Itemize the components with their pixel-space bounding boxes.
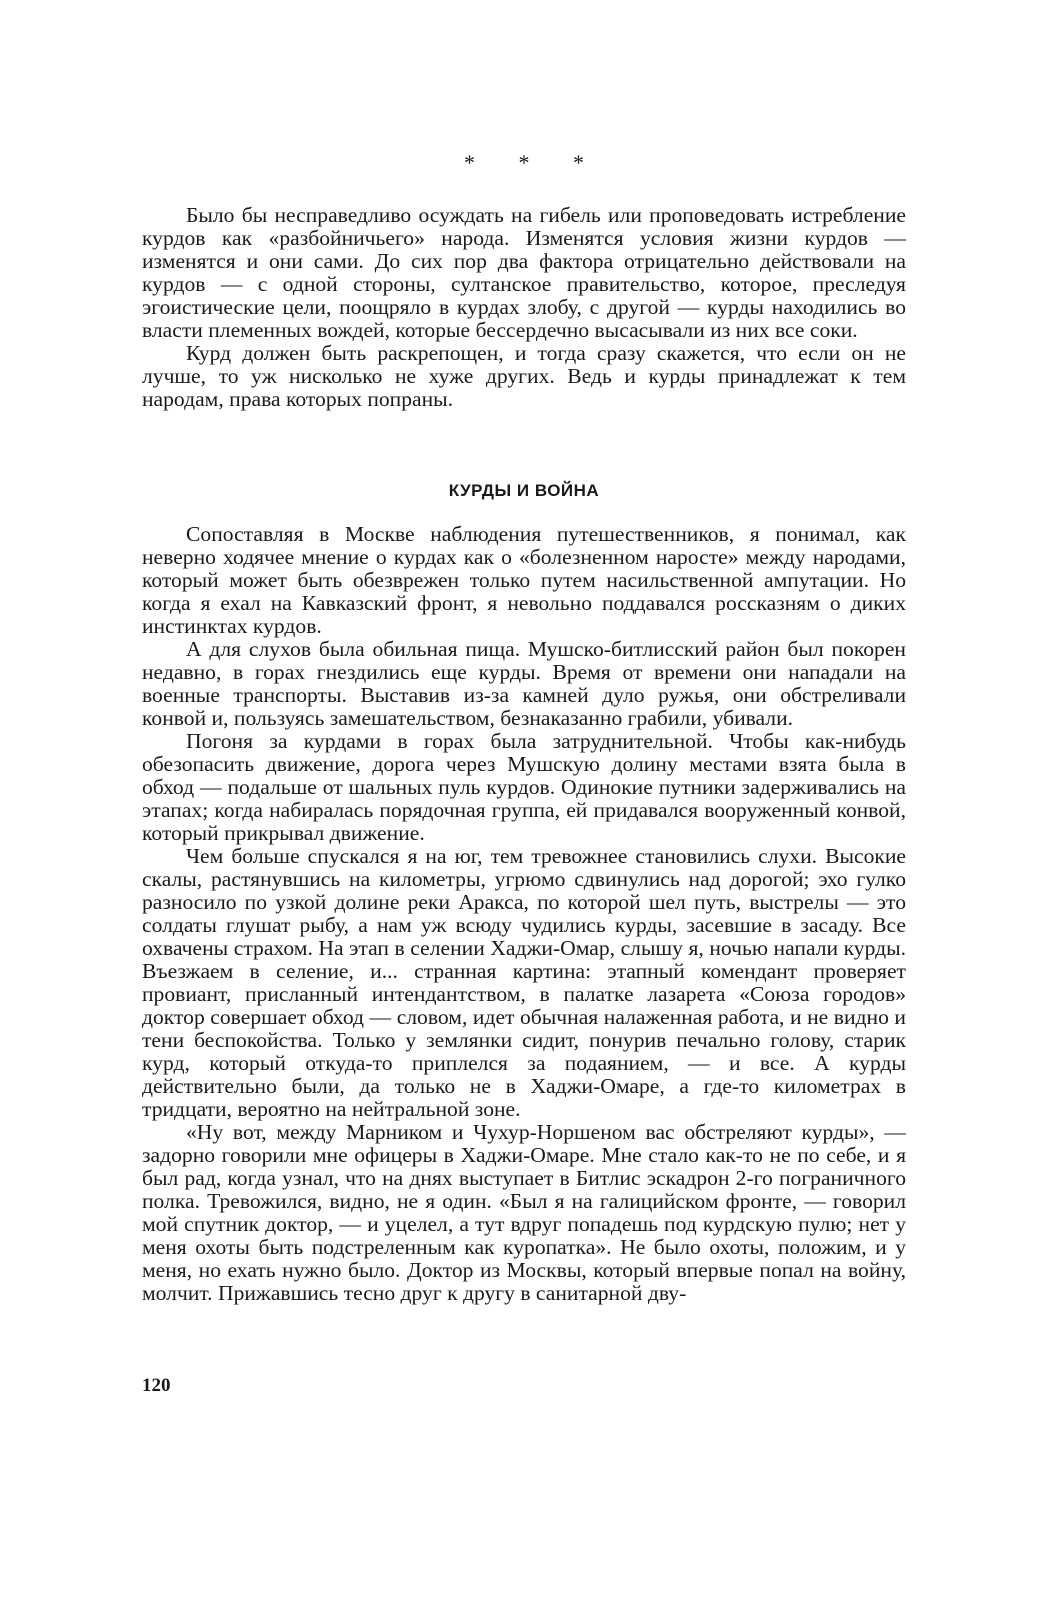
paragraph: Было бы несправедливо осуждать на гибель или проповедовать истребление курдов как «разбойничьего» народа. Изменятся условия жизни курдов — изменятся и они сами. До сих пор два фактора отрицательно действовали на курдов — с одной стороны, султанское правительство, которое, преследуя эгоистические цели, поощряло в курдах злобу, с другой — курды находились во власти племенных вождей, которые бессердечно высасывали из них все соки.: [142, 203, 906, 342]
paragraph: Чем больше спускался я на юг, тем тревожнее становились слухи. Высокие скалы, растянувшись на километры, угрюмо сдвинулись над дорогой; эхо гулко разносило по узкой долине реки Аракса, по которой шел путь, выстрелы — это солдаты глушат рыбу, а нам уж всюду чудились курды, засевшие в засаду. Все охвачены страхом. На этап в селении Хаджи-Омар, слышу я, ночью напали курды. Въезжаем в селение, и... странная картина: этапный комендант проверяет провиант, присланный интендантством, в палатке лазарета «Союза городов» доктор совершает обход — словом, идет обычная налаженная работа, и не видно и тени беспокойства. Только у землянки сидит, понурив печально голову, старик курд, который откуда-то приплелся за подаянием, — и все. А курды действительно были, да только не в Хаджи-Омаре, а где-то километрах в тридцати, вероятно на нейтральной зоне.: [142, 844, 906, 1121]
intro-text-block: [142, 204, 906, 411]
paragraph: Сопоставляя в Москве наблюдения путешественников, я понимал, как неверно ходячее мнение о курдах как о «болезненном наросте» между народами, который может быть обезврежен только путем насильственной ампутации. Но когда я ехал на Кавказский фронт, я невольно поддавался россказням о диких инстинктах курдов.: [142, 522, 906, 638]
paragraph: Погоня за курдами в горах была затруднительной. Чтобы как-нибудь обезопасить движение, дорога через Мушскую долину местами взята была в обход — подальше от шальных пуль курдов. Одинокие путники задерживались на этапах; когда набиралась порядочная группа, ей придавался вооруженный конвой, который прикрывал движение.: [142, 729, 906, 845]
paragraph: А для слухов была обильная пища. Мушско-битлисский район был покорен недавно, в горах гнездились еще курды. Время от времени они нападали на военные транспорты. Выставив из-за камней дуло ружья, они обстреливали конвой и, пользуясь замешательством, безнаказанно грабили, убивали.: [142, 637, 906, 730]
section-text-block: [142, 523, 906, 1305]
section-separator: * * *: [464, 150, 584, 175]
page-number: 120: [142, 1375, 171, 1396]
paragraph: «Ну вот, между Марником и Чухур-Норшеном вас обстреляют курды», — задорно говорили мне офицеры в Хаджи-Омаре. Мне стало как-то не по себе, и я был рад, когда узнал, что на днях выступает в Битлис эскадрон 2-го пограничного полка. Тревожился, видно, не я один. «Был я на галицийском фронте, — говорил мой спутник доктор, — и уцелел, а тут вдруг попадешь под курдскую пулю; нет у меня охоты быть подстреленным как куропатка». Не было охоты, положим, и у меня, но ехать нужно было. Доктор из Москвы, который впервые попал на войну, молчит. Прижавшись тесно друг к другу в санитарной дву-: [142, 1120, 906, 1305]
section-heading: КУРДЫ И ВОЙНА: [448, 481, 600, 500]
paragraph: Курд должен быть раскрепощен, и тогда сразу скажется, что если он не лучше, то уж нисколько не хуже других. Ведь и курды принадлежат к тем народам, права которых попраны.: [142, 341, 906, 411]
book-page: [142, 0, 906, 1601]
